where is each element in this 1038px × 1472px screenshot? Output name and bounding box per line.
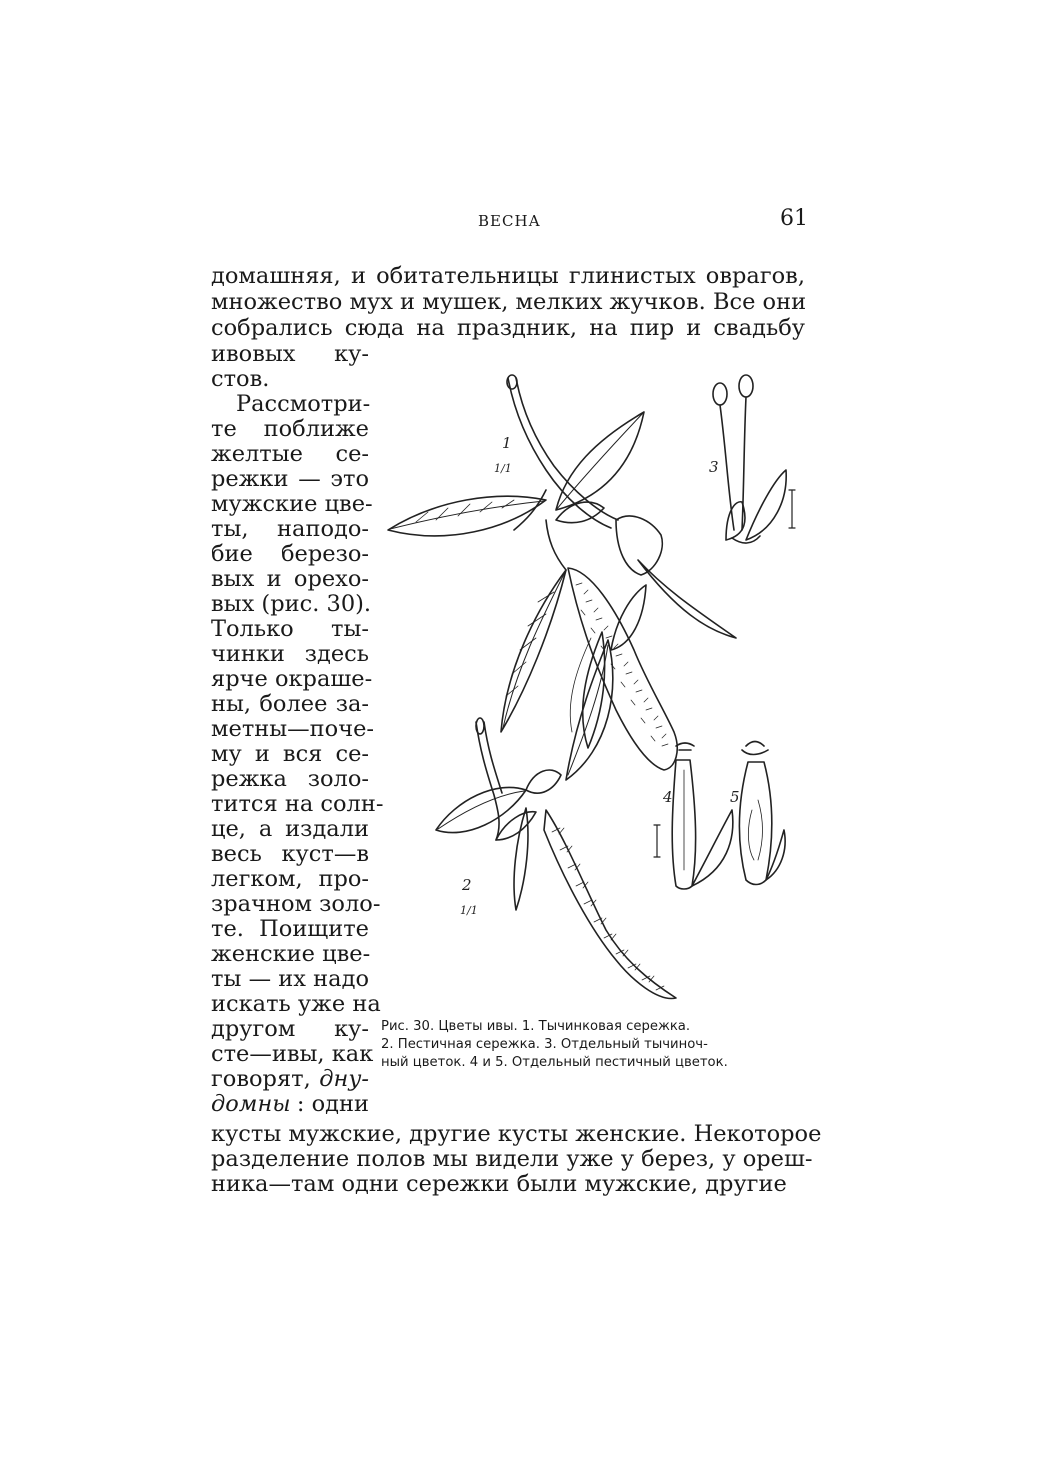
text-line: Только ты- [211,616,369,642]
text-fragment: : одни [296,1091,369,1117]
text-line: домашняя, и обитательницы глинистых оврагов, [211,263,805,289]
leaf [514,808,528,910]
text-line: искать уже на [211,991,381,1017]
pistillate-catkin [544,810,676,998]
text-line [211,1092,369,1117]
text-line: множество мух и мушек, мелких жучков. Все они [211,289,807,315]
stamen-flower [713,375,795,543]
text-line: те поближе [211,416,369,442]
figure-caption [381,1018,805,1072]
text-line: вых и орехо- [211,566,369,592]
text-line: ивовых ку- [211,341,369,367]
leaf [611,585,646,650]
text-line: другом ку- [211,1016,369,1042]
text-line: му и вся се- [211,741,369,767]
text-line: режки — это [211,466,369,492]
figure-label: 2 [462,876,472,894]
running-header: ВЕСНА [478,212,541,230]
leaf [556,502,604,523]
text-line: ты — их надо [211,966,369,992]
leaf [388,496,546,536]
text-line: зрачном золо- [211,891,381,917]
text-line: ны, более за- [211,691,369,717]
text-line: бие березо- [211,541,369,567]
text-line: весь куст—в [211,841,369,867]
text-line: чинки здесь [211,641,369,667]
caption-line: ный цветок. 4 и 5. Отдельный пестичный цветок. [381,1055,728,1070]
text-line: тится на солн- [211,791,384,817]
text-line: це, а издали [211,816,369,842]
leaf [526,770,561,793]
text-line: желтые се- [211,441,369,467]
text-line: сте—ивы, как [211,1041,374,1067]
text-line: метны—поче- [211,716,375,742]
willow-flowers-illustration [376,370,806,1010]
text-line: вых (рис. 30). [211,591,372,617]
page-number: 61 [780,206,808,231]
flower-cluster [616,516,662,575]
caption-line: Рис. 30. Цветы ивы. 1. Тычинковая сережка. [381,1019,691,1034]
text-line: кусты мужские, другие кусты женские. Некоторое [211,1121,822,1147]
text-line: мужские цве- [211,491,373,517]
text-line: Рассмотри- [236,391,371,417]
figure-label: 5 [730,788,740,806]
leaf [501,570,566,732]
pistil-section [739,742,785,885]
figure-label: 1/1 [494,462,512,475]
text-line: режка золо- [211,766,369,792]
pistil-flower [654,743,733,889]
text-line: собрались сюда на праздник, на пир и свадьбу [211,315,805,341]
staminate-catkin [568,568,677,770]
text-line [211,1067,369,1092]
figure-label: 1 [502,434,512,452]
leaf [638,560,736,638]
figure-label: 4 [663,788,673,806]
text-line: легком, про- [211,866,369,892]
figure-label: 3 [709,458,719,476]
italic-word: домны [211,1091,291,1117]
italic-word: дну- [319,1066,369,1092]
text-fragment: говорят, [211,1066,311,1092]
leaf [566,640,613,780]
figure-label: 1/1 [460,904,478,917]
leaf [436,787,526,832]
text-line: женские цве- [211,941,371,967]
branch [516,378,618,520]
text-line: ты, наподо- [211,516,369,542]
text-line: ярче окраше- [211,666,373,692]
text-line: разделение полов мы видели уже у берез, у ореш- [211,1146,813,1172]
text-line: ника—там одни сережки были мужские, другие [211,1171,787,1197]
text-line: те. Поищите [211,916,369,942]
text-line: стов. [211,366,270,392]
caption-line: 2. Пестичная сережка. 3. Отдельный тычиноч- [381,1037,708,1052]
